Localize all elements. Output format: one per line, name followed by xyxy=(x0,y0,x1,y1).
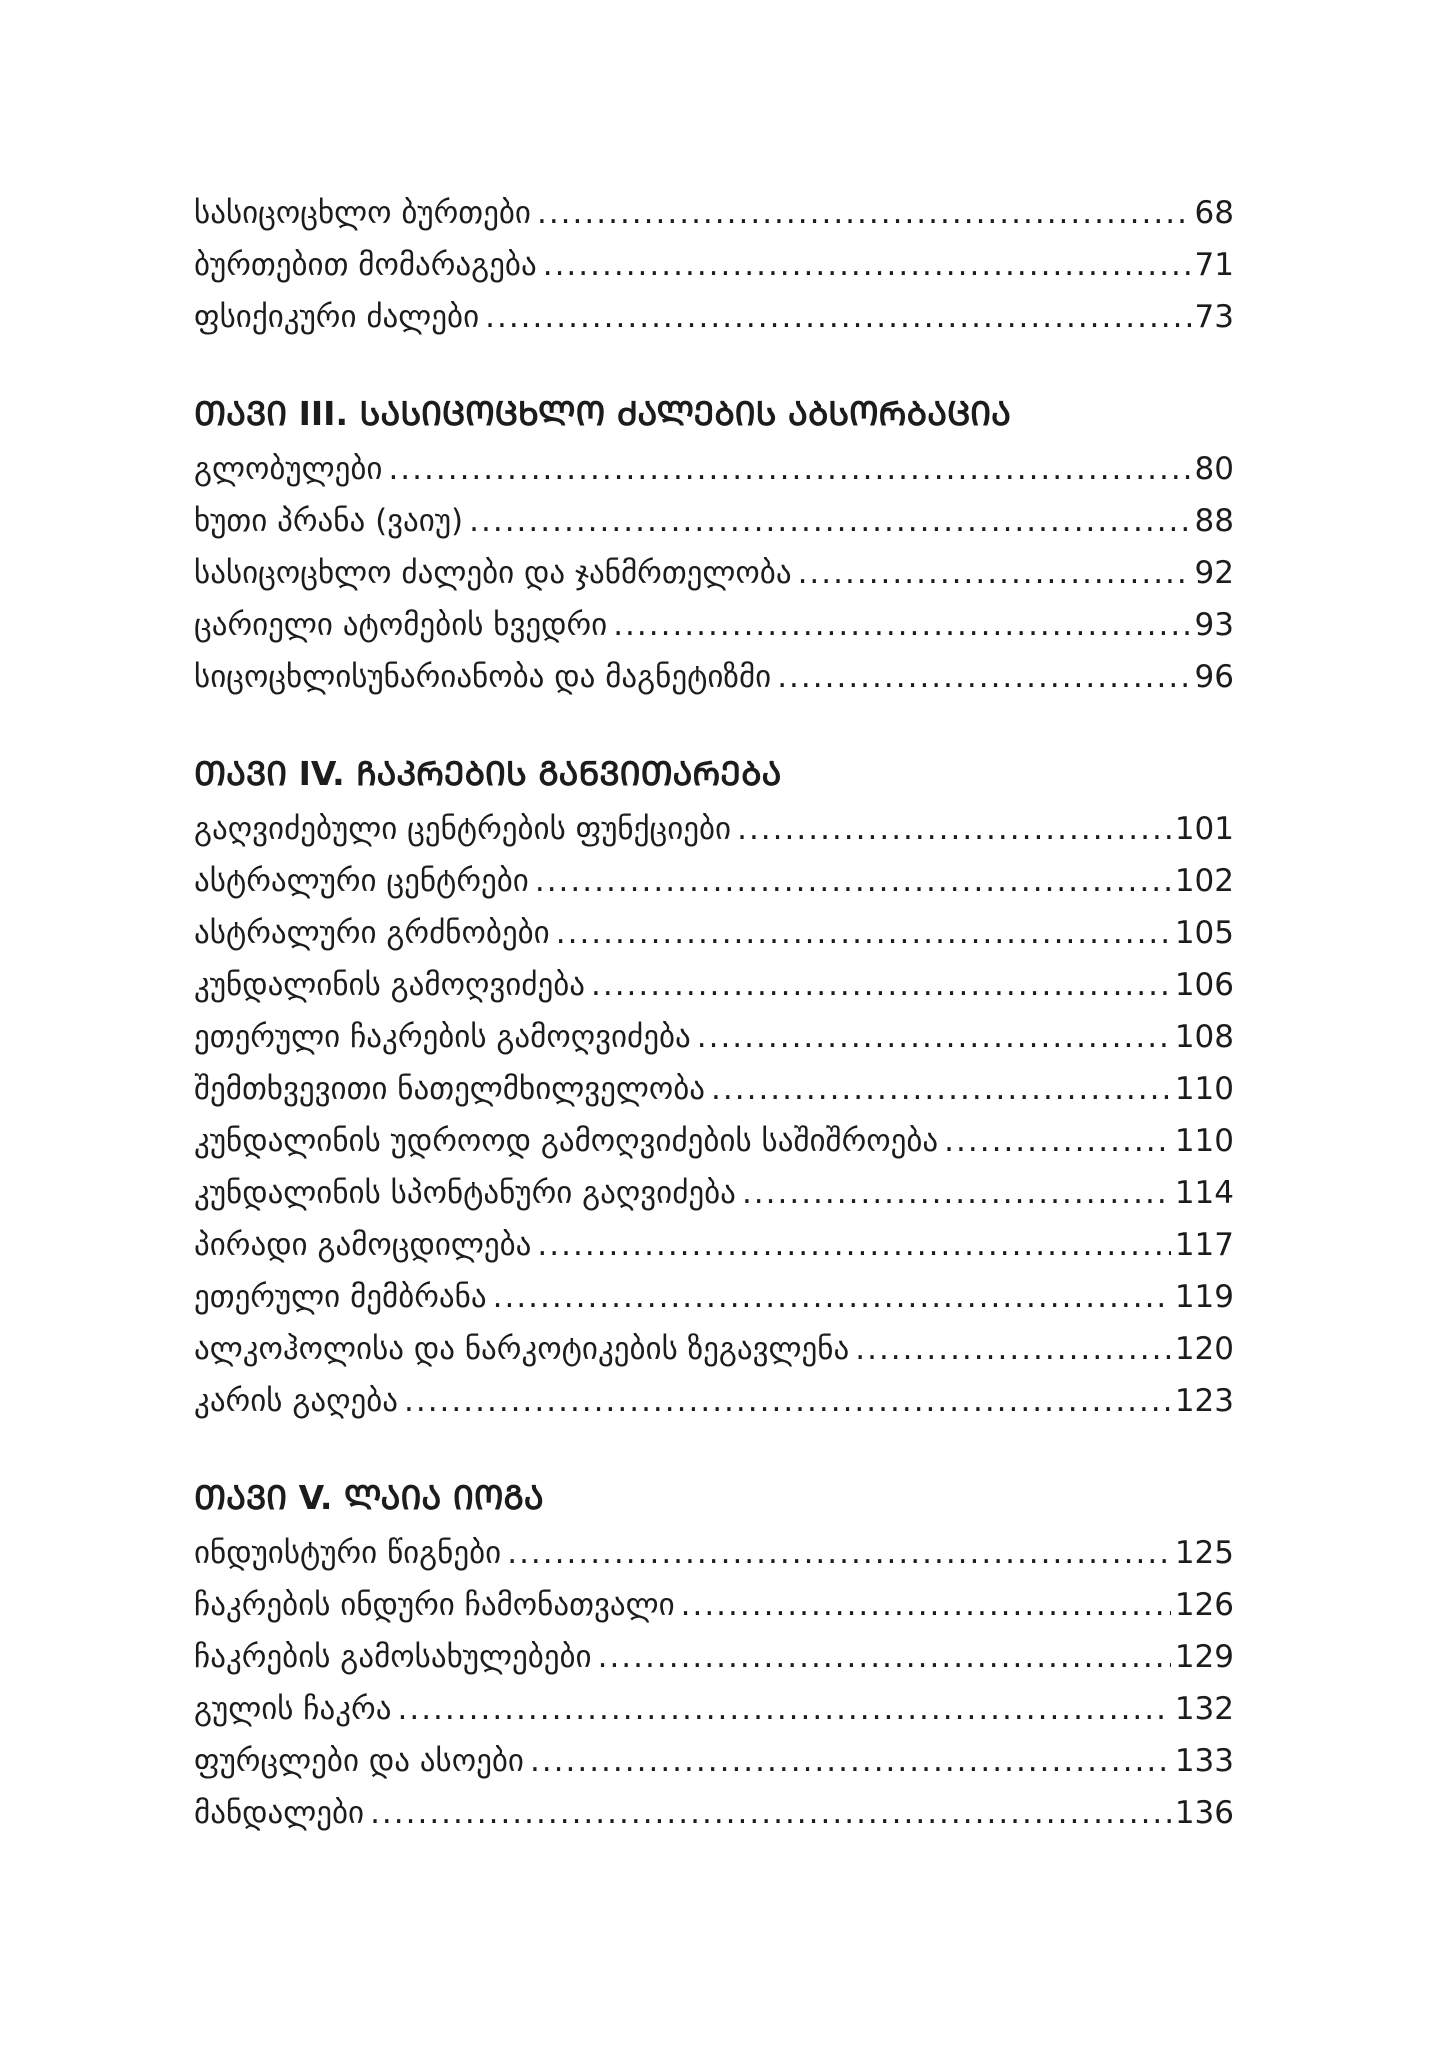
toc-entry[interactable] xyxy=(194,1579,1234,1631)
entry-page-number: 125 xyxy=(1174,1535,1234,1571)
entry-title: ბურთებით მომარაგება xyxy=(194,247,537,283)
entry-title: პირადი გამოცდილება xyxy=(194,1227,532,1263)
entry-page-number: 73 xyxy=(1194,299,1234,335)
dot-leader xyxy=(944,1115,1171,1167)
toc-entry[interactable] xyxy=(194,1011,1234,1063)
dot-leader xyxy=(530,1735,1171,1787)
dot-leader xyxy=(737,803,1171,855)
entry-page-number: 68 xyxy=(1194,195,1234,231)
entry-page-number: 110 xyxy=(1174,1123,1234,1159)
toc-entry[interactable] xyxy=(194,495,1234,547)
toc-entry[interactable] xyxy=(194,599,1234,651)
entry-page-number: 120 xyxy=(1174,1331,1234,1367)
entry-title: გლობულები xyxy=(194,451,383,487)
entry-page-number: 133 xyxy=(1174,1743,1234,1779)
dot-leader xyxy=(397,1683,1170,1735)
dot-leader xyxy=(404,1375,1171,1427)
toc-section xyxy=(194,745,1234,1427)
dot-leader xyxy=(388,443,1190,495)
toc-entry[interactable] xyxy=(194,547,1234,599)
toc-entry[interactable] xyxy=(194,239,1234,291)
entry-title: კუნდალინის გამოღვიძება xyxy=(194,967,585,1003)
dot-leader xyxy=(855,1323,1171,1375)
entry-title: მანდალები xyxy=(194,1795,365,1831)
entry-page-number: 88 xyxy=(1194,503,1234,539)
toc-entry[interactable] xyxy=(194,907,1234,959)
dot-leader xyxy=(598,1631,1171,1683)
entry-title: სიცოცხლისუნარიანობა და მაგნეტიზმი xyxy=(194,659,772,695)
dot-leader xyxy=(493,1271,1171,1323)
toc-section xyxy=(194,385,1234,703)
dot-leader xyxy=(681,1579,1171,1631)
entry-page-number: 126 xyxy=(1174,1587,1234,1623)
entry-page-number: 108 xyxy=(1174,1019,1234,1055)
entry-page-number: 106 xyxy=(1174,967,1234,1003)
entry-page-number: 80 xyxy=(1194,451,1234,487)
entry-title: ფსიქიკური ძალები xyxy=(194,299,480,335)
toc-entry[interactable] xyxy=(194,1219,1234,1271)
chapter-heading[interactable]: ᲗᲐᲕᲘ V. ᲚᲐᲘᲐ ᲘᲝᲒᲐ xyxy=(194,1478,544,1517)
entry-title: გაღვიძებული ცენტრების ფუნქციები xyxy=(194,811,732,847)
toc-entry[interactable] xyxy=(194,443,1234,495)
toc-section xyxy=(194,1469,1234,1839)
toc-entry[interactable] xyxy=(194,1527,1234,1579)
toc-entry[interactable] xyxy=(194,959,1234,1011)
toc-entry[interactable] xyxy=(194,1323,1234,1375)
dot-leader xyxy=(535,855,1171,907)
entry-page-number: 123 xyxy=(1174,1383,1234,1419)
toc-entry[interactable] xyxy=(194,291,1234,343)
entry-title: სასიცოცხლო ბურთები xyxy=(194,195,531,231)
entry-page-number: 96 xyxy=(1194,659,1234,695)
entry-page-number: 114 xyxy=(1174,1175,1234,1211)
toc-entry[interactable] xyxy=(194,1683,1234,1735)
toc-entry[interactable] xyxy=(194,1115,1234,1167)
dot-leader xyxy=(556,907,1171,959)
dot-leader xyxy=(537,1219,1170,1271)
dot-leader xyxy=(485,291,1190,343)
entry-title: ეთერული ჩაკრების გამოღვიძება xyxy=(194,1019,691,1055)
entry-title: ალკოჰოლისა და ნარკოტიკების ზეგავლენა xyxy=(194,1331,850,1367)
entry-page-number: 110 xyxy=(1174,1071,1234,1107)
toc-section xyxy=(194,187,1234,343)
entry-title: ეთერული მემბრანა xyxy=(194,1279,487,1315)
toc-entry[interactable] xyxy=(194,803,1234,855)
entry-page-number: 117 xyxy=(1174,1227,1234,1263)
entry-title: გულის ჩაკრა xyxy=(194,1691,392,1727)
dot-leader xyxy=(798,547,1191,599)
entry-title: ასტრალური გრძნობები xyxy=(194,915,550,951)
entry-title: ცარიელი ატომების ხვედრი xyxy=(194,607,608,643)
toc-entry[interactable] xyxy=(194,1735,1234,1787)
dot-leader xyxy=(613,599,1190,651)
dot-leader xyxy=(507,1527,1171,1579)
dot-leader xyxy=(711,1063,1171,1115)
toc-entry[interactable] xyxy=(194,1167,1234,1219)
entry-title: ინდუისტური წიგნები xyxy=(194,1535,502,1571)
toc-entry[interactable] xyxy=(194,1063,1234,1115)
dot-leader xyxy=(591,959,1171,1011)
toc-entry[interactable] xyxy=(194,1271,1234,1323)
entry-title: კუნდალინის სპონტანური გაღვიძება xyxy=(194,1175,736,1211)
entry-page-number: 136 xyxy=(1174,1795,1234,1831)
entry-page-number: 102 xyxy=(1174,863,1234,899)
entry-title: ასტრალური ცენტრები xyxy=(194,863,529,899)
entry-title: სასიცოცხლო ძალები და ჯანმრთელობა xyxy=(194,555,792,591)
entry-title: ხუთი პრანა (ვაიუ) xyxy=(194,503,464,539)
dot-leader xyxy=(469,495,1190,547)
toc-entry[interactable] xyxy=(194,651,1234,703)
entry-page-number: 129 xyxy=(1174,1639,1234,1675)
entry-title: ფურცლები და ასოები xyxy=(194,1743,524,1779)
toc-entry[interactable] xyxy=(194,1631,1234,1683)
dot-leader xyxy=(697,1011,1171,1063)
entry-page-number: 93 xyxy=(1194,607,1234,643)
toc-entry[interactable] xyxy=(194,187,1234,239)
entry-page-number: 105 xyxy=(1174,915,1234,951)
dot-leader xyxy=(742,1167,1171,1219)
entry-page-number: 132 xyxy=(1174,1691,1234,1727)
dot-leader xyxy=(543,239,1191,291)
entry-title: ჩაკრების ინდური ჩამონათვალი xyxy=(194,1587,675,1623)
chapter-heading[interactable]: ᲗᲐᲕᲘ IV. ᲩᲐᲙᲠᲔᲑᲘᲡ ᲒᲐᲜᲕᲘᲗᲐᲠᲔᲑᲐ xyxy=(194,754,782,793)
entry-page-number: 101 xyxy=(1174,811,1234,847)
entry-page-number: 92 xyxy=(1194,555,1234,591)
dot-leader xyxy=(777,651,1190,703)
toc-entry[interactable] xyxy=(194,1375,1234,1427)
toc-entry[interactable] xyxy=(194,855,1234,907)
entry-title: კუნდალინის უდროოდ გამოღვიძების საშიშროება xyxy=(194,1123,939,1159)
toc-entry[interactable] xyxy=(194,1787,1234,1839)
entry-title: კარის გაღება xyxy=(194,1383,398,1419)
table-of-contents xyxy=(194,187,1234,1839)
entry-title: ჩაკრების გამოსახულებები xyxy=(194,1639,592,1675)
entry-page-number: 119 xyxy=(1174,1279,1234,1315)
entry-title: შემთხვევითი ნათელმხილველობა xyxy=(194,1071,706,1107)
chapter-heading[interactable]: ᲗᲐᲕᲘ III. ᲡᲐᲡᲘᲪᲝᲪᲮᲚᲝ ᲫᲐᲚᲔᲑᲘᲡ ᲐᲑᲡᲝᲠᲑᲐᲪᲘᲐ xyxy=(194,394,1012,433)
dot-leader xyxy=(370,1787,1171,1839)
entry-page-number: 71 xyxy=(1194,247,1234,283)
dot-leader xyxy=(537,187,1191,239)
